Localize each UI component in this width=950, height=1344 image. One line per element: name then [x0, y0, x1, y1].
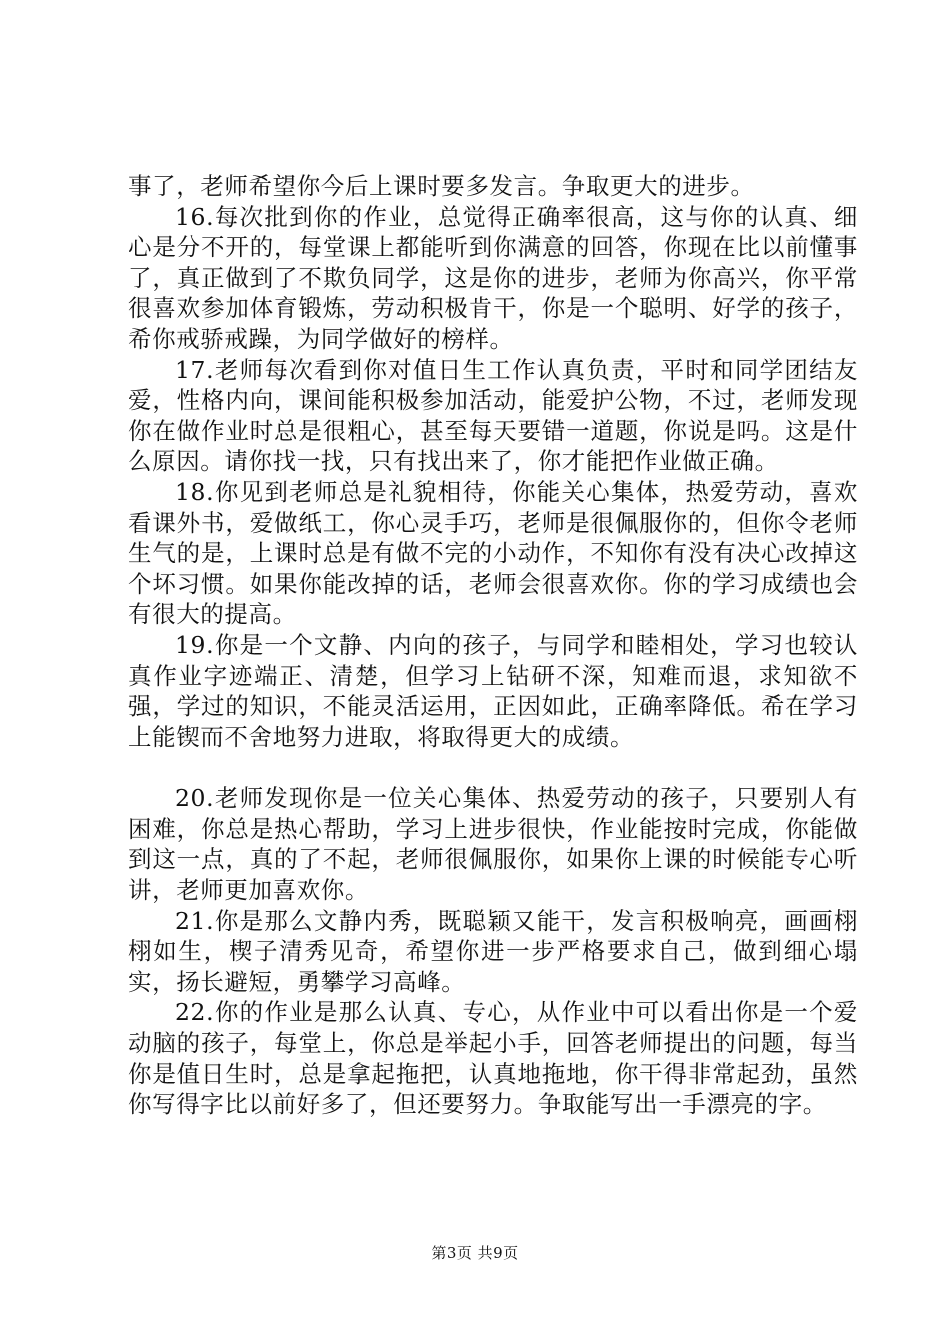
- paragraph-19: 19.你是一个文静、内向的孩子，与同学和睦相处，学习也较认真作业字迹端正、清楚，但学习上钻研不深，知难而退，求知欲不强，学过的知识，不能灵活运用，正因如此，正确率降低。希在学习上能锲而不舍地努力进取，将取得更大的成绩。: [128, 630, 858, 751]
- paragraph-21: 21.你是那么文静内秀，既聪颖又能干，发言积极响亮，画画栩栩如生，楔子清秀见奇，希望你进一步严格要求自己，做到细心塌实，扬长避短，勇攀学习高峰。: [128, 906, 858, 996]
- paragraph-20: 20.老师发现你是一位关心集体、热爱劳动的孩子，只要别人有困难，你总是热心帮助，学习上进步很快，作业能按时完成，你能做到这一点，真的了不起，老师很佩服你，如果你上课的时候能专心听讲，老师更加喜欢你。: [128, 784, 858, 905]
- paragraph-17: 17.老师每次看到你对值日生工作认真负责，平时和同学团结友爱，性格内向，课间能积极参加活动，能爱护公物，不过，老师发现你在做作业时总是很粗心，甚至每天要错一道题，你说是吗。这是什么原因。请你找一找，只有找出来了，你才能把作业做正确。: [128, 355, 858, 476]
- paragraph-18: 18.你见到老师总是礼貌相待，你能关心集体，热爱劳动，喜欢看课外书，爱做纸工，你心灵手巧，老师是很佩服你的，但你令老师生气的是，上课时总是有做不完的小动作，不知你有没有决心改掉这个坏习惯。如果你能改掉的话，老师会很喜欢你。你的学习成绩也会有很大的提高。: [128, 477, 858, 629]
- page-number: 第3页 共9页: [431, 1244, 519, 1262]
- document-body: [128, 171, 858, 1120]
- page-footer: [0, 1243, 950, 1263]
- paragraph-22: 22.你的作业是那么认真、专心，从作业中可以看出你是一个爱动脑的孩子，每堂上，你总是举起小手，回答老师提出的问题，每当你是值日生时，总是拿起拖把，认真地拖地，你干得非常起劲，虽然你写得字比以前好多了，但还要努力。争取能写出一手漂亮的字。: [128, 998, 858, 1119]
- paragraph-16: 16.每次批到你的作业，总觉得正确率很高，这与你的认真、细心是分不开的，每堂课上都能听到你满意的回答，你现在比以前懂事了，真正做到了不欺负同学，这是你的进步，老师为你高兴，你平常很喜欢参加体育锻炼，劳动积极肯干，你是一个聪明、好学的孩子，希你戒骄戒躁，为同学做好的榜样。: [128, 202, 858, 353]
- paragraph-spacer: [128, 752, 858, 783]
- paragraph-continuation: 事了，老师希望你今后上课时要多发言。争取更大的进步。: [128, 172, 755, 200]
